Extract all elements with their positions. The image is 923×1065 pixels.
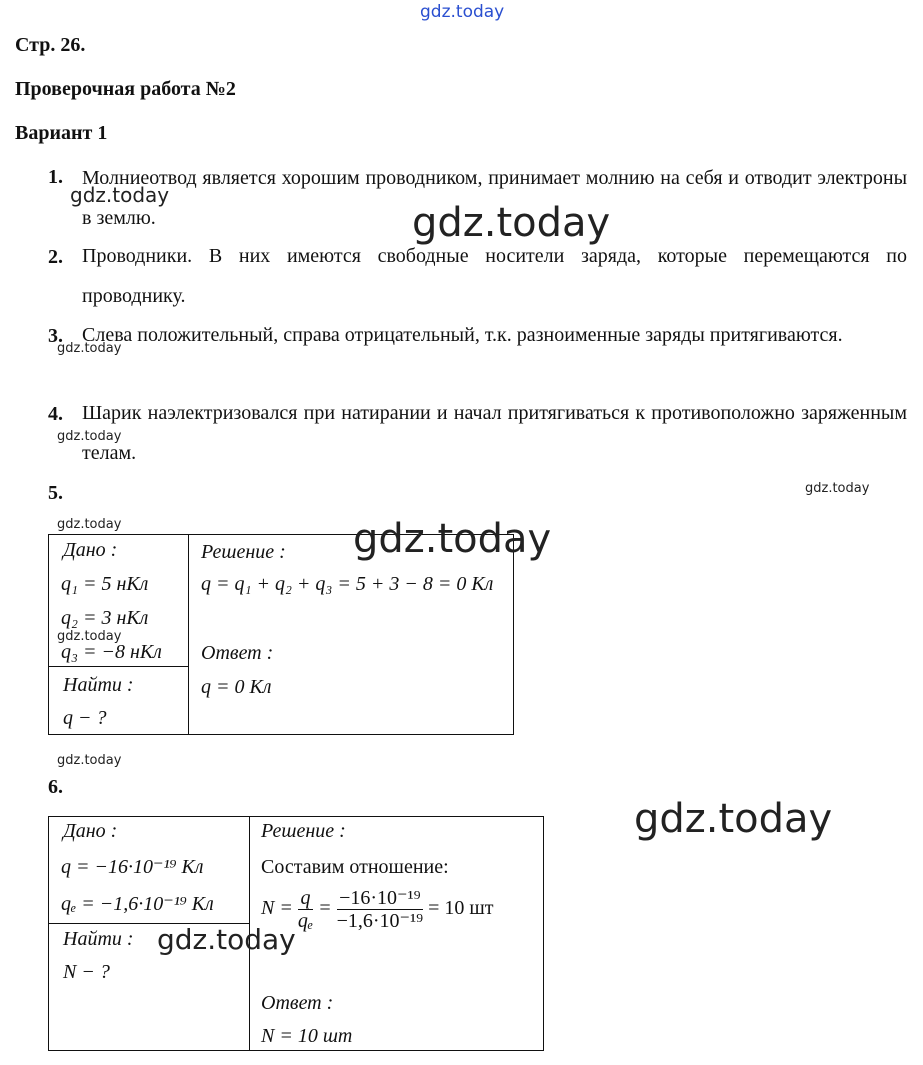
answer-item: Проводники. В них имеются свободные носители заряда, которые перемещаются по проводнику. <box>82 245 907 307</box>
task-number: 6. <box>48 776 63 798</box>
watermark: gdz.today <box>57 429 122 444</box>
answer-value: q = 0 Кл <box>201 676 272 698</box>
solution-formula: q = q₁ + q₂ + q₃ = 5 + 3 − 8 = 0 Кл <box>201 573 494 595</box>
given-value: q = −16·10⁻¹⁹ Кл <box>61 856 204 878</box>
given-value: q₁ = 5 нКл <box>61 573 149 595</box>
ratio-formula <box>261 887 493 932</box>
column-divider <box>188 535 189 734</box>
watermark: gdz.today <box>420 2 505 22</box>
variant-heading: Вариант 1 <box>15 122 108 144</box>
watermark: gdz.today <box>157 923 296 956</box>
formula-lhs: N = <box>261 897 293 920</box>
find-label: Найти : <box>63 928 134 950</box>
equals: = <box>318 897 332 920</box>
watermark: gdz.today <box>412 200 611 246</box>
fraction <box>298 887 313 932</box>
task-number: 5. <box>48 482 63 504</box>
answer-item: Шарик наэлектризовался при натирании и начал притягиваться к противоположно заряженным телам. <box>82 402 907 464</box>
answer-value: N = 10 шт <box>261 1025 353 1047</box>
denominator: −1,6·10⁻¹⁹ <box>336 910 424 932</box>
watermark: gdz.today <box>70 183 170 207</box>
item-number: 1. <box>48 166 63 188</box>
given-value: qₑ = −1,6·10⁻¹⁹ Кл <box>61 893 214 915</box>
watermark: gdz.today <box>634 796 833 842</box>
watermark: gdz.today <box>57 517 122 532</box>
given-value: q₃ = −8 нКл <box>61 641 162 663</box>
answer-label: Ответ : <box>261 992 334 1014</box>
given-value: q₂ = 3 нКл <box>61 607 149 629</box>
find-value: N − ? <box>63 961 110 983</box>
page-title: Проверочная работа №2 <box>15 78 236 100</box>
result: = 10 шт <box>428 897 494 920</box>
answer-label: Ответ : <box>201 642 274 664</box>
solution-label: Решение : <box>201 541 286 563</box>
watermark: gdz.today <box>57 753 122 768</box>
page-number: Стр. 26. <box>15 34 86 56</box>
denominator: qₑ <box>297 910 314 932</box>
given-label: Дано : <box>63 820 118 842</box>
find-value: q − ? <box>63 707 107 729</box>
answer-item: Слева положительный, справа отрицательный, т.к. разноименные заряды притягиваются. <box>82 324 843 346</box>
watermark: gdz.today <box>353 516 552 562</box>
numerator: −16·10⁻¹⁹ <box>339 887 421 909</box>
solution-intro: Составим отношение: <box>261 856 449 878</box>
numerator: q <box>300 887 311 909</box>
item-number: 2. <box>48 246 63 268</box>
watermark: gdz.today <box>805 481 870 496</box>
answer-item: Молниеотвод является хорошим проводником, принимает молнию на себя и отводит электроны в землю. <box>82 167 907 229</box>
watermark: gdz.today <box>57 341 122 356</box>
item-number: 3. <box>48 325 63 347</box>
task6-table <box>48 816 544 1051</box>
fraction <box>337 887 423 932</box>
item-number: 4. <box>48 403 63 425</box>
watermark: gdz.today <box>57 629 122 644</box>
given-label: Дано : <box>63 539 118 561</box>
find-label: Найти : <box>63 674 134 696</box>
solution-label: Решение : <box>261 820 346 842</box>
